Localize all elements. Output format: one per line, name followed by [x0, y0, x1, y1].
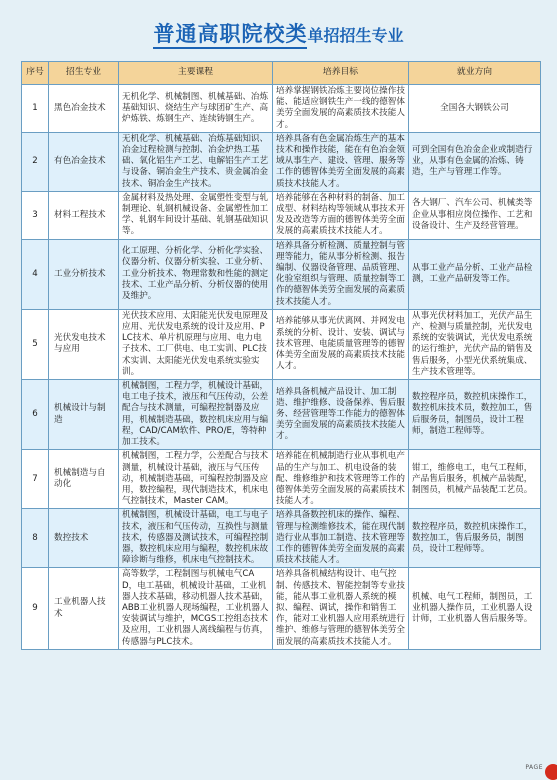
row-major: 材料工程技术 [49, 191, 119, 239]
table-row [22, 239, 541, 309]
header-num: 序号 [22, 62, 49, 85]
row-major: 黑色冶金技术 [49, 85, 119, 133]
table-row [22, 132, 541, 191]
row-num: 2 [22, 132, 49, 191]
row-num: 5 [22, 309, 49, 379]
row-jobs: 从事工业产品分析、工业产品检测，工业产品研发等工作。 [409, 239, 541, 309]
row-goal: 培养具备机械结构设计、电气控制、传感技术、智能控制等专业技能，能从事工业机器人系统的模拟、编程、调试，操作和销售工作，能对工业机器人应用系统进行维护、维修与管理的德智体美劳全面发展的高素质技术技能人才。 [273, 568, 409, 649]
row-jobs: 从事光伏材料加工，光伏产品生产、检测与质量控制，光伏发电系统的安装调试，光伏发电系统的运行维护，光伏产品的销售及售后服务，小型光伏系统集成、生产技术管理等。 [409, 309, 541, 379]
header-courses: 主要课程 [119, 62, 273, 85]
row-jobs: 数控程序员，数控机床操作工，数控加工，售后服务员，制图员，设计工程师等。 [409, 509, 541, 568]
row-goal: 培养掌握钢铁冶炼主要岗位操作技能、能适应钢铁生产一线的德智体美劳全面发展的高素质技术技能人才。 [273, 85, 409, 133]
row-num: 1 [22, 85, 49, 133]
row-goal: 培养能在机械制造行业从事机电产品的生产与加工、机电设备的装配、维修维护和技术管理等工作的德智体美劳全面发展的高素质技术技能人才。 [273, 450, 409, 509]
row-num: 6 [22, 380, 49, 450]
row-jobs: 各大钢厂、汽车公司、机械类等企业从事相应岗位操作、工艺和设备设计、生产及经营管理。 [409, 191, 541, 239]
row-goal: 培养具备数控机床的操作、编程、管理与检测维修技术，能在现代制造行业从事加工制造、技术管理等工作的德智体美劳全面发展的高素质技术技能人才。 [273, 509, 409, 568]
table-row [22, 85, 541, 133]
table-header [22, 62, 541, 85]
row-major: 数控技术 [49, 509, 119, 568]
row-jobs: 可到全国有色冶金企业或制造行业，从事有色金属的冶炼、铸造，生产与管理工作等。 [409, 132, 541, 191]
row-num: 4 [22, 239, 49, 309]
row-courses: 高等数学，工程制图与机械电气CAD，电工基础，机械设计基础，工业机器人技术基础，移动机器人技术基础，ABB工业机器人现场编程，工业机器人安装调试与维护，MCGS工控组态技术及应用，工业机器人离线编程与仿真，传感器与PLC技术。 [119, 568, 273, 649]
row-goal: 培养具备分析检测、质量控制与管理等能力，能从事分析检测、报告编制、仪器设备管理、品质管理、化验室组织与管理、质量控制等工作的德智体美劳全面发展的高素质技术技能人才。 [273, 239, 409, 309]
title-main: 普通高职院校类 [153, 22, 307, 49]
row-num: 7 [22, 450, 49, 509]
row-courses: 化工原理、分析化学、分析化学实验、仪器分析、仪器分析实验、工业分析、工业分析技术、物理常数和性能的测定技术、工业产品分析、分析仪器的使用及维护。 [119, 239, 273, 309]
row-courses: 无机化学、机械基础、冶炼基础知识、冶金过程检测与控制、冶金炉热工基础、氧化铝生产工艺、电解铝生产工艺与设备、铜冶金生产技术、贵金属冶金技术、铜冶金生产技术。 [119, 132, 273, 191]
row-num: 8 [22, 509, 49, 568]
row-courses: 无机化学、机械制图、机械基础、冶炼基础知识、烧结生产与球团矿生产、高炉炼铁、炼钢生产、连续铸钢生产。 [119, 85, 273, 133]
row-courses: 金属材料及热处理、金属塑性变型与轧制理论、轧钢机械设备、金属塑性加工学、轧钢车间设计基础、轧钢基础知识等。 [119, 191, 273, 239]
row-major: 光伏发电技术与应用 [49, 309, 119, 379]
header-major: 招生专业 [49, 62, 119, 85]
row-courses: 光伏技术应用、太阳能光伏发电原理及应用、光伏发电系统的设计及应用、PLC技术、单片机原理与应用、电力电子技术、工厂供电、电工实训、PLC技术实训、太阳能光伏发电系统实验实训。 [119, 309, 273, 379]
majors-table [21, 61, 541, 650]
table-row [22, 380, 541, 450]
row-major: 工业分析技术 [49, 239, 119, 309]
row-courses: 机械制图，工程力学，机械设计基础，电工电子技术，液压和气压传动，公差配合与技术测量，可编程控制器及应用，机械制造基础，数控机床应用与编程，CAD/CAM软件、PRO/E，等特种加工技术。 [119, 380, 273, 450]
row-jobs: 钳工，维修电工，电气工程师，产品售后服务，机械产品装配，制图员，机械产品装配工艺员。 [409, 450, 541, 509]
row-num: 9 [22, 568, 49, 649]
page-title [0, 18, 557, 48]
row-major: 有色冶金技术 [49, 132, 119, 191]
row-num: 3 [22, 191, 49, 239]
row-courses: 机械制图，机械设计基础，电工与电子技术，液压和气压传动，互换性与测量技术，传感器及测试技术，可编程控制器，数控机床应用与编程，数控机床故障诊断与维修，机床电气控制技术。 [119, 509, 273, 568]
row-jobs: 全国各大钢铁公司 [409, 85, 541, 133]
table-row [22, 309, 541, 379]
row-goal: 培养能够在各种材料的制备、加工成型、材料结构等领域从事技术开发及改造等方面的德智体美劳全面发展的高素质技术技能人才。 [273, 191, 409, 239]
row-goal: 培养具备有色金属冶炼生产的基本技术和操作技能，能在有色冶金领域从事生产、建设、管理、服务等工作的德智体美劳全面发展的高素质技术技能人才。 [273, 132, 409, 191]
table-row [22, 191, 541, 239]
row-goal: 培养具备机械产品设计、加工制造、维护维修、设备保养、售后服务、经营管理等工作能力的德智体美劳全面发展的高素质技术技能人才。 [273, 380, 409, 450]
table-row [22, 509, 541, 568]
page-label: PAGE [525, 764, 543, 771]
page-number-badge [545, 764, 557, 780]
row-major: 机械制造与自动化 [49, 450, 119, 509]
header-jobs: 就业方向 [409, 62, 541, 85]
row-major: 工业机器人技术 [49, 568, 119, 649]
row-goal: 培养能够从事光伏离网、并网发电系统的分析、设计、安装、调试与技术管理、电能质量管理等的德智体美劳全面发展的高素质技术技能人才。 [273, 309, 409, 379]
title-sub: 单招招生专业 [307, 26, 404, 45]
row-jobs: 数控程序员，数控机床操作工，数控机床技术员，数控加工，售后服务员，制图员，设计工程师，制造工程师等。 [409, 380, 541, 450]
row-courses: 机械制图，工程力学，公差配合与技术测量，机械设计基础，液压与气压传动，机械制造基础，可编程控制器及应用，数控编程，现代制造技术，机床电气控制技术，Master CAM。 [119, 450, 273, 509]
header-goal: 培养目标 [273, 62, 409, 85]
row-jobs: 机械、电气工程师，制图员，工业机器人操作员，工业机器人设计师，工业机器人售后服务等。 [409, 568, 541, 649]
table-row [22, 568, 541, 649]
row-major: 机械设计与制造 [49, 380, 119, 450]
table-row [22, 450, 541, 509]
